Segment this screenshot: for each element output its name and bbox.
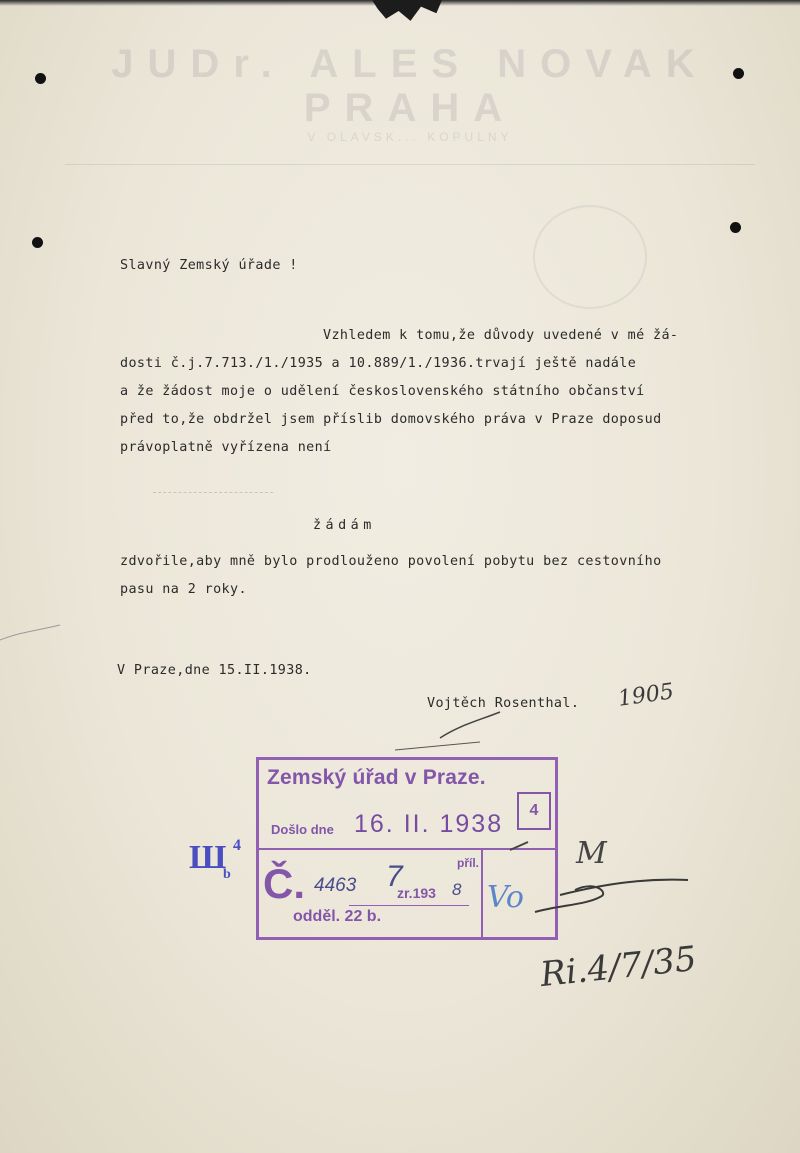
body-line-2: dosti č.j.7.713./1./1935 a 10.889/1./1936.trvají ještě nadále bbox=[120, 356, 637, 371]
body-line-3: a že žádost moje o udělení československého státního občanství bbox=[120, 384, 645, 399]
handwritten-strike-1 bbox=[560, 880, 688, 895]
place-and-date: V Praze,dne 15.II.1938. bbox=[117, 663, 312, 678]
stamp-zr-year-digit: 8 bbox=[452, 880, 462, 899]
punch-hole-mid-right bbox=[730, 222, 741, 233]
letterhead-line-3: V OLAVSK... KOPULNY bbox=[307, 130, 513, 144]
punch-hole-mid-left bbox=[32, 237, 43, 248]
stamp-received-label: Došlo dne bbox=[271, 822, 334, 837]
body-line-4: před to,že obdržel jsem příslib domovského práva v Praze doposud bbox=[120, 412, 662, 427]
request-line-1: zdvořile,aby mně bylo prodlouženo povolení pobytu bez cestovního bbox=[120, 554, 662, 569]
stamp-department: odděl. 22 b. bbox=[293, 908, 382, 925]
stamp-pril-label: příl. bbox=[457, 856, 480, 870]
faded-letterhead bbox=[60, 42, 760, 165]
torn-top-edge bbox=[372, 0, 442, 22]
stamp-vertical-divider bbox=[481, 848, 483, 937]
registry-stamp bbox=[256, 757, 558, 940]
stamp-title: Zemský úřad v Praze. bbox=[267, 766, 486, 789]
margin-mark-main: Ш bbox=[189, 839, 226, 876]
faint-separator bbox=[153, 492, 273, 493]
margin-registry-mark bbox=[189, 837, 241, 882]
stamp-number-underline bbox=[349, 905, 469, 906]
punch-hole-top-left bbox=[35, 73, 46, 84]
stamp-file-number: 4463 bbox=[314, 875, 357, 896]
stamp-box-number: 4 bbox=[517, 792, 551, 830]
request-line-2: pasu na 2 roky. bbox=[120, 582, 247, 597]
letterhead-line-2: JUDr. ALES NOVAK PRAHA bbox=[111, 42, 709, 130]
stamp-divider bbox=[259, 848, 555, 850]
body-line-1: Vzhledem k tomu,že důvody uvedené v mé žá- bbox=[323, 328, 679, 343]
body-line-5: právoplatně vyřízena není bbox=[120, 440, 332, 455]
handwritten-number-top: 1905 bbox=[616, 679, 676, 712]
stamp-zr-label: zr.193 bbox=[397, 885, 436, 901]
request-word: žádám bbox=[313, 518, 376, 533]
faint-seal-impression bbox=[533, 205, 647, 309]
stamp-handwritten-vo: Vo bbox=[487, 880, 524, 915]
stamp-file-number-suffix: 7 bbox=[386, 860, 403, 893]
margin-mark-subscript: b bbox=[223, 867, 231, 882]
stamp-received-date: 16. II. 1938 bbox=[354, 810, 504, 838]
typed-signature: Vojtěch Rosenthal. bbox=[427, 696, 580, 711]
salutation: Slavný Zemský úřade ! bbox=[120, 258, 298, 273]
handwritten-bottom-reference: Ri.4/7/35 bbox=[538, 938, 699, 996]
stamp-c-mark: Č. bbox=[263, 860, 305, 907]
letterhead-rule bbox=[65, 164, 755, 165]
handwritten-letter-m: M bbox=[576, 836, 607, 871]
signature-underline bbox=[395, 742, 480, 750]
paper-crease-left bbox=[0, 625, 60, 640]
signature-flourish bbox=[440, 712, 500, 738]
margin-mark-superscript: 4 bbox=[233, 837, 241, 854]
